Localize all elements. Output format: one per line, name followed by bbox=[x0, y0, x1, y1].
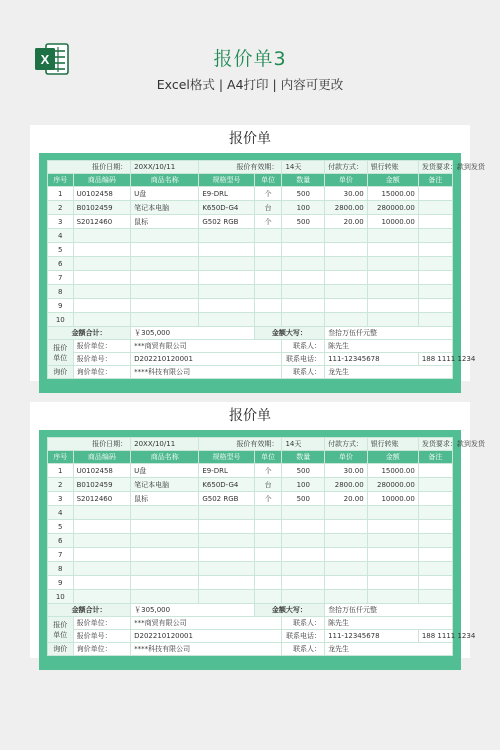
table-cell[interactable]: 7 bbox=[48, 548, 74, 562]
table-cell[interactable] bbox=[282, 562, 325, 576]
column-header: 商品名称 bbox=[131, 174, 199, 187]
table-cell[interactable]: 7 bbox=[48, 271, 74, 285]
column-header: 备注 bbox=[418, 451, 452, 464]
table-cell[interactable]: 1 bbox=[48, 464, 74, 478]
table-cell[interactable] bbox=[131, 534, 199, 548]
table-cell[interactable] bbox=[367, 243, 418, 257]
sheet-frame bbox=[39, 153, 485, 393]
table-cell[interactable]: 500 bbox=[282, 464, 325, 478]
table-cell[interactable] bbox=[282, 285, 325, 299]
table-cell[interactable]: 2800.00 bbox=[325, 478, 368, 492]
date-label: 报价日期： bbox=[48, 161, 131, 174]
column-header: 金额 bbox=[367, 174, 418, 187]
table-cell[interactable] bbox=[418, 590, 452, 604]
table-cell[interactable]: 20.00 bbox=[325, 492, 368, 506]
date-value[interactable]: 20XX/10/11 bbox=[131, 161, 199, 174]
table-row bbox=[48, 520, 453, 534]
table-row bbox=[48, 243, 453, 257]
page-subtitle: Excel格式 | A4打印 | 内容可更改 bbox=[156, 77, 344, 92]
table-cell[interactable] bbox=[325, 243, 368, 257]
column-header-row bbox=[48, 451, 453, 464]
validity-label: 报价有效期： bbox=[199, 161, 282, 174]
table-cell[interactable]: 5 bbox=[48, 520, 74, 534]
inquiry-contact-value[interactable]: 龙先生 bbox=[325, 643, 453, 656]
table-cell[interactable] bbox=[325, 299, 368, 313]
table-cell[interactable]: 15000.00 bbox=[367, 187, 418, 201]
table-row bbox=[48, 187, 453, 201]
table-cell[interactable] bbox=[254, 229, 282, 243]
table-cell[interactable] bbox=[282, 299, 325, 313]
table-cell[interactable] bbox=[325, 285, 368, 299]
table-row bbox=[48, 257, 453, 271]
table-cell[interactable]: 2 bbox=[48, 478, 74, 492]
delivery-value[interactable]: 款到发货 bbox=[456, 163, 485, 171]
total-row bbox=[48, 327, 453, 340]
payment-label: 付款方式： bbox=[325, 161, 368, 174]
sheet-title: 报价单 bbox=[229, 408, 271, 424]
table-cell[interactable]: 8 bbox=[48, 285, 74, 299]
table-row bbox=[48, 271, 453, 285]
column-header: 序号 bbox=[48, 174, 74, 187]
table-cell[interactable]: 个 bbox=[254, 215, 282, 229]
inquiry-unit-label: 询价单位： bbox=[73, 366, 131, 379]
table-cell[interactable] bbox=[367, 271, 418, 285]
info-row bbox=[48, 161, 453, 174]
table-cell[interactable] bbox=[282, 243, 325, 257]
table-cell[interactable] bbox=[325, 548, 368, 562]
table-cell[interactable] bbox=[73, 243, 131, 257]
table-row bbox=[48, 201, 453, 215]
quote-unit-value[interactable]: ***商贸有限公司 bbox=[131, 340, 282, 353]
table-cell[interactable] bbox=[367, 257, 418, 271]
table-cell[interactable] bbox=[73, 520, 131, 534]
table-cell[interactable]: 5 bbox=[48, 243, 74, 257]
table-cell[interactable]: 个 bbox=[254, 464, 282, 478]
table-cell[interactable] bbox=[418, 313, 452, 327]
table-cell[interactable] bbox=[199, 520, 254, 534]
table-cell[interactable] bbox=[282, 548, 325, 562]
quote-phone2-value[interactable]: 188 1111 1234 bbox=[418, 353, 452, 366]
quote-contact-label: 联系人： bbox=[282, 340, 325, 353]
table-cell[interactable] bbox=[325, 534, 368, 548]
quote-party-side-label: 报价单位 bbox=[48, 617, 74, 643]
table-cell[interactable]: 8 bbox=[48, 562, 74, 576]
table-cell[interactable] bbox=[325, 257, 368, 271]
table-cell[interactable] bbox=[325, 313, 368, 327]
table-cell[interactable] bbox=[199, 576, 254, 590]
table-cell[interactable]: 6 bbox=[48, 534, 74, 548]
column-header: 商品编码 bbox=[73, 174, 131, 187]
total-upper-value[interactable]: 叁拾万伍仟元整 bbox=[325, 604, 453, 617]
date-value[interactable]: 20XX/10/11 bbox=[131, 438, 199, 451]
quote-party-row bbox=[48, 353, 453, 366]
quote-party-side-label: 报价单位 bbox=[48, 340, 74, 366]
sheet-frame bbox=[39, 430, 485, 670]
table-row bbox=[48, 464, 453, 478]
validity-label: 报价有效期： bbox=[199, 438, 282, 451]
page-header bbox=[0, 0, 500, 110]
table-cell[interactable] bbox=[199, 562, 254, 576]
delivery-cell[interactable] bbox=[418, 161, 485, 174]
quote-party-row bbox=[48, 617, 453, 630]
table-cell[interactable]: 台 bbox=[254, 201, 282, 215]
total-row bbox=[48, 604, 453, 617]
table-cell[interactable] bbox=[367, 313, 418, 327]
quote-no-value[interactable]: D202210120001 bbox=[131, 630, 282, 643]
table-cell[interactable] bbox=[199, 534, 254, 548]
table-cell[interactable] bbox=[367, 229, 418, 243]
table-cell[interactable]: 100 bbox=[282, 201, 325, 215]
logo-letter: X bbox=[40, 52, 50, 67]
inquiry-party-side-label: 询价 bbox=[48, 643, 74, 656]
table-cell[interactable] bbox=[367, 562, 418, 576]
table-row bbox=[48, 506, 453, 520]
quote-phone2-value[interactable]: 188 1111 1234 bbox=[418, 630, 452, 643]
quote-sheet-1 bbox=[30, 125, 485, 381]
total-upper-label: 金额大写： bbox=[254, 327, 324, 340]
column-header: 规格型号 bbox=[199, 174, 254, 187]
table-cell[interactable] bbox=[131, 506, 199, 520]
table-cell[interactable] bbox=[131, 243, 199, 257]
table-cell[interactable] bbox=[282, 313, 325, 327]
table-cell[interactable] bbox=[418, 478, 452, 492]
quote-party-row bbox=[48, 340, 453, 353]
table-cell[interactable]: 15000.00 bbox=[367, 464, 418, 478]
table-cell[interactable] bbox=[325, 562, 368, 576]
quote-no-label: 报价单号： bbox=[73, 630, 131, 643]
date-label: 报价日期： bbox=[48, 438, 131, 451]
table-row bbox=[48, 229, 453, 243]
table-cell[interactable]: K650D-G4 bbox=[199, 201, 254, 215]
column-header: 数量 bbox=[282, 174, 325, 187]
table-cell[interactable] bbox=[325, 271, 368, 285]
table-cell[interactable] bbox=[131, 520, 199, 534]
table-row bbox=[48, 576, 453, 590]
table-cell[interactable]: G502 RGB bbox=[199, 215, 254, 229]
table-cell[interactable] bbox=[254, 590, 282, 604]
table-cell[interactable]: B0102459 bbox=[73, 478, 131, 492]
table-row bbox=[48, 478, 453, 492]
quote-phone-value[interactable]: 111-12345678 bbox=[325, 630, 419, 643]
table-cell[interactable] bbox=[418, 215, 452, 229]
payment-value[interactable]: 银行转账 bbox=[367, 438, 418, 451]
table-cell[interactable]: 4 bbox=[48, 229, 74, 243]
table-cell[interactable] bbox=[254, 313, 282, 327]
quote-no-label: 报价单号： bbox=[73, 353, 131, 366]
table-cell[interactable]: 笔记本电脑 bbox=[131, 478, 199, 492]
delivery-cell[interactable] bbox=[418, 438, 485, 451]
table-cell[interactable] bbox=[418, 201, 452, 215]
inquiry-contact-label: 联系人： bbox=[282, 366, 325, 379]
table-row bbox=[48, 285, 453, 299]
table-cell[interactable]: 20.00 bbox=[325, 215, 368, 229]
table-cell[interactable] bbox=[131, 229, 199, 243]
table-cell[interactable] bbox=[282, 520, 325, 534]
table-cell[interactable]: 鼠标 bbox=[131, 492, 199, 506]
table-cell[interactable]: 个 bbox=[254, 492, 282, 506]
table-cell[interactable] bbox=[367, 506, 418, 520]
column-header: 单价 bbox=[325, 451, 368, 464]
table-row bbox=[48, 492, 453, 506]
table-cell[interactable] bbox=[367, 548, 418, 562]
table-cell[interactable]: E9-DRL bbox=[199, 187, 254, 201]
table-cell[interactable] bbox=[367, 534, 418, 548]
validity-value[interactable]: 14天 bbox=[282, 438, 325, 451]
table-cell[interactable] bbox=[254, 520, 282, 534]
table-cell[interactable]: 30.00 bbox=[325, 187, 368, 201]
table-cell[interactable]: 9 bbox=[48, 576, 74, 590]
table-cell[interactable] bbox=[282, 271, 325, 285]
table-cell[interactable]: 500 bbox=[282, 187, 325, 201]
table-cell[interactable] bbox=[131, 548, 199, 562]
table-row bbox=[48, 299, 453, 313]
table-cell[interactable] bbox=[73, 299, 131, 313]
table-cell[interactable]: S2012460 bbox=[73, 215, 131, 229]
table-cell[interactable] bbox=[199, 548, 254, 562]
table-cell[interactable] bbox=[254, 576, 282, 590]
table-cell[interactable] bbox=[254, 285, 282, 299]
quote-phone-label: 联系电话： bbox=[282, 353, 325, 366]
table-cell[interactable] bbox=[199, 229, 254, 243]
table-cell[interactable]: 280000.00 bbox=[367, 201, 418, 215]
table-cell[interactable] bbox=[418, 492, 452, 506]
table-cell[interactable] bbox=[325, 229, 368, 243]
quote-no-value[interactable]: D202210120001 bbox=[131, 353, 282, 366]
table-cell[interactable] bbox=[199, 590, 254, 604]
quote-sheet-2 bbox=[30, 402, 485, 658]
delivery-value[interactable]: 款到发货 bbox=[456, 440, 485, 448]
table-cell[interactable]: 笔记本电脑 bbox=[131, 201, 199, 215]
table-cell[interactable]: U0102458 bbox=[73, 187, 131, 201]
table-cell[interactable] bbox=[325, 576, 368, 590]
inquiry-unit-value[interactable]: ****科技有限公司 bbox=[131, 366, 282, 379]
column-header: 单价 bbox=[325, 174, 368, 187]
table-cell[interactable] bbox=[199, 271, 254, 285]
table-cell[interactable]: G502 RGB bbox=[199, 492, 254, 506]
table-cell[interactable]: 4 bbox=[48, 506, 74, 520]
table-cell[interactable] bbox=[254, 243, 282, 257]
table-cell[interactable] bbox=[418, 271, 452, 285]
table-cell[interactable] bbox=[418, 520, 452, 534]
quote-unit-value[interactable]: ***商贸有限公司 bbox=[131, 617, 282, 630]
table-cell[interactable] bbox=[282, 534, 325, 548]
table-cell[interactable] bbox=[282, 506, 325, 520]
table-cell[interactable] bbox=[131, 562, 199, 576]
column-header: 规格型号 bbox=[199, 451, 254, 464]
quote-contact-value[interactable]: 陈先生 bbox=[325, 617, 453, 630]
quote-table bbox=[47, 160, 485, 379]
table-cell[interactable]: K650D-G4 bbox=[199, 478, 254, 492]
quote-party-row bbox=[48, 630, 453, 643]
payment-label: 付款方式： bbox=[325, 438, 368, 451]
inquiry-party-row bbox=[48, 366, 453, 379]
table-cell[interactable] bbox=[73, 548, 131, 562]
payment-value[interactable]: 银行转账 bbox=[367, 161, 418, 174]
quote-unit-label: 报价单位： bbox=[73, 617, 131, 630]
total-upper-value[interactable]: 叁拾万伍仟元整 bbox=[325, 327, 453, 340]
table-cell[interactable] bbox=[418, 187, 452, 201]
table-cell[interactable] bbox=[73, 506, 131, 520]
table-cell[interactable] bbox=[418, 562, 452, 576]
table-cell[interactable] bbox=[131, 590, 199, 604]
table-cell[interactable] bbox=[73, 576, 131, 590]
table-cell[interactable]: 鼠标 bbox=[131, 215, 199, 229]
column-header: 金额 bbox=[367, 451, 418, 464]
total-label: 金额合计： bbox=[48, 327, 131, 340]
table-cell[interactable]: 9 bbox=[48, 299, 74, 313]
quote-phone-label: 联系电话： bbox=[282, 630, 325, 643]
table-cell[interactable] bbox=[282, 257, 325, 271]
inquiry-unit-value[interactable]: ****科技有限公司 bbox=[131, 643, 282, 656]
table-cell[interactable]: 台 bbox=[254, 478, 282, 492]
table-cell[interactable]: 6 bbox=[48, 257, 74, 271]
table-cell[interactable] bbox=[418, 534, 452, 548]
table-cell[interactable]: 10 bbox=[48, 590, 74, 604]
table-cell[interactable]: 10000.00 bbox=[367, 215, 418, 229]
table-cell[interactable] bbox=[73, 313, 131, 327]
table-cell[interactable] bbox=[367, 520, 418, 534]
table-cell[interactable]: S2012460 bbox=[73, 492, 131, 506]
table-cell[interactable]: 30.00 bbox=[325, 464, 368, 478]
table-cell[interactable] bbox=[199, 285, 254, 299]
table-cell[interactable] bbox=[418, 229, 452, 243]
table-cell[interactable] bbox=[254, 271, 282, 285]
table-cell[interactable]: U0102458 bbox=[73, 464, 131, 478]
table-cell[interactable] bbox=[73, 285, 131, 299]
table-cell[interactable] bbox=[254, 257, 282, 271]
table-cell[interactable] bbox=[367, 590, 418, 604]
table-cell[interactable]: 3 bbox=[48, 492, 74, 506]
table-cell[interactable]: E9-DRL bbox=[199, 464, 254, 478]
table-cell[interactable] bbox=[73, 590, 131, 604]
table-cell[interactable]: 个 bbox=[254, 187, 282, 201]
total-upper-label: 金额大写： bbox=[254, 604, 324, 617]
table-cell[interactable] bbox=[418, 576, 452, 590]
quote-unit-label: 报价单位： bbox=[73, 340, 131, 353]
table-cell[interactable]: 1 bbox=[48, 187, 74, 201]
inquiry-contact-value[interactable]: 龙先生 bbox=[325, 366, 453, 379]
inquiry-contact-label: 联系人： bbox=[282, 643, 325, 656]
total-value[interactable]: ￥305,000 bbox=[131, 604, 255, 617]
table-cell[interactable] bbox=[418, 285, 452, 299]
quote-contact-value[interactable]: 陈先生 bbox=[325, 340, 453, 353]
table-cell[interactable] bbox=[199, 313, 254, 327]
column-header: 备注 bbox=[418, 174, 452, 187]
table-row bbox=[48, 534, 453, 548]
validity-value[interactable]: 14天 bbox=[282, 161, 325, 174]
table-cell[interactable] bbox=[254, 534, 282, 548]
page-title: 报价单3 bbox=[213, 48, 287, 70]
table-cell[interactable]: 280000.00 bbox=[367, 478, 418, 492]
table-cell[interactable] bbox=[367, 299, 418, 313]
table-cell[interactable] bbox=[418, 506, 452, 520]
column-header: 序号 bbox=[48, 451, 74, 464]
table-cell[interactable] bbox=[131, 271, 199, 285]
table-cell[interactable] bbox=[131, 285, 199, 299]
column-header: 单位 bbox=[254, 174, 282, 187]
table-cell[interactable] bbox=[131, 299, 199, 313]
table-cell[interactable] bbox=[199, 506, 254, 520]
column-header: 商品名称 bbox=[131, 451, 199, 464]
table-cell[interactable] bbox=[282, 229, 325, 243]
table-row bbox=[48, 215, 453, 229]
sheet-title: 报价单 bbox=[229, 131, 271, 147]
column-header-row bbox=[48, 174, 453, 187]
table-cell[interactable] bbox=[73, 257, 131, 271]
column-header: 数量 bbox=[282, 451, 325, 464]
column-header: 商品编码 bbox=[73, 451, 131, 464]
table-cell[interactable]: 2 bbox=[48, 201, 74, 215]
table-cell[interactable] bbox=[418, 548, 452, 562]
table-cell[interactable]: U盘 bbox=[131, 187, 199, 201]
table-cell[interactable] bbox=[254, 506, 282, 520]
table-cell[interactable] bbox=[325, 520, 368, 534]
table-row bbox=[48, 562, 453, 576]
table-cell[interactable]: 3 bbox=[48, 215, 74, 229]
delivery-label: 发货要求： bbox=[421, 163, 457, 171]
table-cell[interactable] bbox=[199, 257, 254, 271]
table-cell[interactable] bbox=[418, 243, 452, 257]
table-cell[interactable] bbox=[199, 299, 254, 313]
table-cell[interactable] bbox=[367, 285, 418, 299]
inquiry-party-row bbox=[48, 643, 453, 656]
table-cell[interactable]: 500 bbox=[282, 215, 325, 229]
table-cell[interactable] bbox=[199, 243, 254, 257]
table-cell[interactable]: B0102459 bbox=[73, 201, 131, 215]
table-cell[interactable] bbox=[418, 299, 452, 313]
table-row bbox=[48, 313, 453, 327]
table-cell[interactable] bbox=[131, 576, 199, 590]
table-cell[interactable] bbox=[254, 562, 282, 576]
column-header: 单位 bbox=[254, 451, 282, 464]
table-cell[interactable] bbox=[131, 257, 199, 271]
table-cell[interactable] bbox=[367, 576, 418, 590]
table-cell[interactable] bbox=[325, 590, 368, 604]
table-cell[interactable] bbox=[325, 506, 368, 520]
table-cell[interactable] bbox=[254, 548, 282, 562]
total-value[interactable]: ￥305,000 bbox=[131, 327, 255, 340]
table-cell[interactable] bbox=[131, 313, 199, 327]
table-cell[interactable] bbox=[282, 590, 325, 604]
table-cell[interactable]: 10 bbox=[48, 313, 74, 327]
quote-phone-value[interactable]: 111-12345678 bbox=[325, 353, 419, 366]
delivery-label: 发货要求： bbox=[421, 440, 457, 448]
table-cell[interactable] bbox=[73, 534, 131, 548]
table-row bbox=[48, 590, 453, 604]
table-cell[interactable]: 100 bbox=[282, 478, 325, 492]
table-cell[interactable] bbox=[254, 299, 282, 313]
table-cell[interactable]: 500 bbox=[282, 492, 325, 506]
table-cell[interactable]: 2800.00 bbox=[325, 201, 368, 215]
table-cell[interactable] bbox=[418, 464, 452, 478]
quote-contact-label: 联系人： bbox=[282, 617, 325, 630]
table-cell[interactable]: 10000.00 bbox=[367, 492, 418, 506]
table-cell[interactable] bbox=[73, 271, 131, 285]
inquiry-party-side-label: 询价 bbox=[48, 366, 74, 379]
inquiry-unit-label: 询价单位： bbox=[73, 643, 131, 656]
total-label: 金额合计： bbox=[48, 604, 131, 617]
quote-table bbox=[47, 437, 485, 656]
table-row bbox=[48, 548, 453, 562]
info-row bbox=[48, 438, 453, 451]
table-cell[interactable] bbox=[282, 576, 325, 590]
table-cell[interactable] bbox=[418, 257, 452, 271]
table-cell[interactable]: U盘 bbox=[131, 464, 199, 478]
table-cell[interactable] bbox=[73, 562, 131, 576]
table-cell[interactable] bbox=[73, 229, 131, 243]
